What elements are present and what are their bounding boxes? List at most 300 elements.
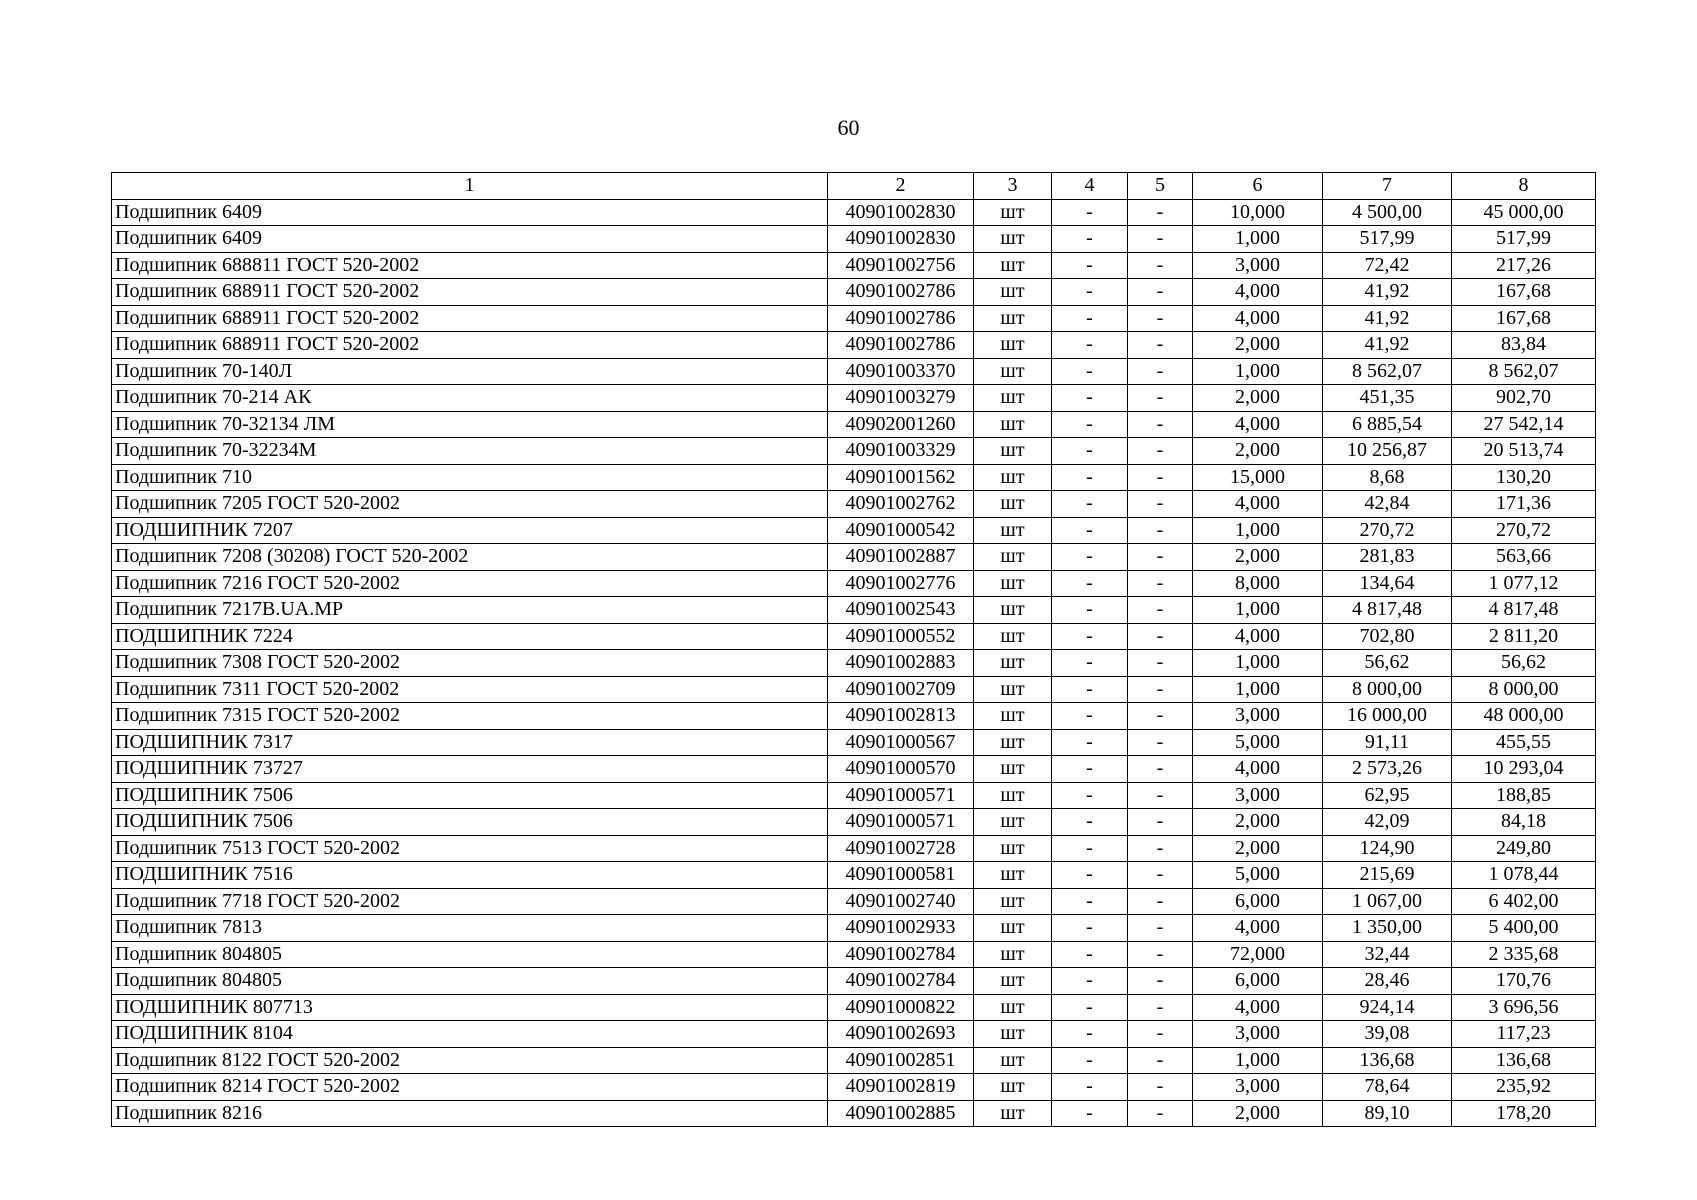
table-row [112, 835, 1596, 862]
table-row [112, 1021, 1596, 1048]
col5-cell: - [1128, 279, 1193, 306]
col4-cell: - [1052, 650, 1128, 677]
quantity-cell: 4,000 [1193, 994, 1323, 1021]
unit-cell: шт [974, 888, 1052, 915]
column-header: 5 [1128, 173, 1193, 200]
data-table [111, 172, 1596, 1127]
table-body [112, 173, 1596, 1127]
table-row [112, 464, 1596, 491]
column-header: 7 [1323, 173, 1452, 200]
price-cell: 89,10 [1323, 1100, 1452, 1127]
amount-cell: 4 817,48 [1452, 597, 1596, 624]
amount-cell: 235,92 [1452, 1074, 1596, 1101]
col5-cell: - [1128, 835, 1193, 862]
table-row [112, 597, 1596, 624]
table-row [112, 332, 1596, 359]
code-cell: 40901000542 [828, 517, 974, 544]
unit-cell: шт [974, 729, 1052, 756]
col4-cell: - [1052, 252, 1128, 279]
unit-cell: шт [974, 358, 1052, 385]
amount-cell: 136,68 [1452, 1047, 1596, 1074]
unit-cell: шт [974, 305, 1052, 332]
amount-cell: 2 335,68 [1452, 941, 1596, 968]
amount-cell: 455,55 [1452, 729, 1596, 756]
quantity-cell: 3,000 [1193, 1021, 1323, 1048]
code-cell: 40901002819 [828, 1074, 974, 1101]
item-name-cell: Подшипник 710 [112, 464, 828, 491]
quantity-cell: 2,000 [1193, 385, 1323, 412]
table-row [112, 279, 1596, 306]
unit-cell: шт [974, 411, 1052, 438]
code-cell: 40901002740 [828, 888, 974, 915]
col5-cell: - [1128, 411, 1193, 438]
col5-cell: - [1128, 332, 1193, 359]
unit-cell: шт [974, 438, 1052, 465]
code-cell: 40901002851 [828, 1047, 974, 1074]
amount-cell: 84,18 [1452, 809, 1596, 836]
table-row [112, 544, 1596, 571]
item-name-cell: Подшипник 7813 [112, 915, 828, 942]
price-cell: 39,08 [1323, 1021, 1452, 1048]
amount-cell: 48 000,00 [1452, 703, 1596, 730]
quantity-cell: 5,000 [1193, 862, 1323, 889]
page-number: 60 [837, 115, 860, 140]
code-cell: 40901002887 [828, 544, 974, 571]
quantity-cell: 1,000 [1193, 358, 1323, 385]
item-name-cell: ПОДШИПНИК 8104 [112, 1021, 828, 1048]
quantity-cell: 2,000 [1193, 544, 1323, 571]
col4-cell: - [1052, 305, 1128, 332]
amount-cell: 6 402,00 [1452, 888, 1596, 915]
item-name-cell: Подшипник 70-32134 ЛМ [112, 411, 828, 438]
unit-cell: шт [974, 464, 1052, 491]
column-header: 4 [1052, 173, 1128, 200]
unit-cell: шт [974, 941, 1052, 968]
price-cell: 6 885,54 [1323, 411, 1452, 438]
unit-cell: шт [974, 1074, 1052, 1101]
item-name-cell: Подшипник 7205 ГОСТ 520-2002 [112, 491, 828, 518]
unit-cell: шт [974, 782, 1052, 809]
code-cell: 40901000581 [828, 862, 974, 889]
col4-cell: - [1052, 1100, 1128, 1127]
table-row [112, 305, 1596, 332]
col5-cell: - [1128, 968, 1193, 995]
col4-cell: - [1052, 597, 1128, 624]
table-row [112, 915, 1596, 942]
unit-cell: шт [974, 835, 1052, 862]
code-cell: 40901000571 [828, 809, 974, 836]
unit-cell: шт [974, 1047, 1052, 1074]
price-cell: 8,68 [1323, 464, 1452, 491]
item-name-cell: Подшипник 688811 ГОСТ 520-2002 [112, 252, 828, 279]
code-cell: 40901002756 [828, 252, 974, 279]
table-row [112, 623, 1596, 650]
table-row [112, 411, 1596, 438]
col5-cell: - [1128, 650, 1193, 677]
amount-cell: 167,68 [1452, 305, 1596, 332]
col4-cell: - [1052, 809, 1128, 836]
code-cell: 40901003370 [828, 358, 974, 385]
amount-cell: 8 562,07 [1452, 358, 1596, 385]
code-cell: 40901002830 [828, 199, 974, 226]
table-row [112, 1074, 1596, 1101]
unit-cell: шт [974, 1021, 1052, 1048]
item-name-cell: Подшипник 7216 ГОСТ 520-2002 [112, 570, 828, 597]
table-row [112, 782, 1596, 809]
table-header-row [112, 173, 1596, 200]
col4-cell: - [1052, 703, 1128, 730]
amount-cell: 249,80 [1452, 835, 1596, 862]
item-name-cell: Подшипник 7208 (30208) ГОСТ 520-2002 [112, 544, 828, 571]
col4-cell: - [1052, 544, 1128, 571]
price-cell: 42,84 [1323, 491, 1452, 518]
price-cell: 4 817,48 [1323, 597, 1452, 624]
col4-cell: - [1052, 782, 1128, 809]
col4-cell: - [1052, 968, 1128, 995]
price-cell: 451,35 [1323, 385, 1452, 412]
unit-cell: шт [974, 385, 1052, 412]
item-name-cell: Подшипник 688911 ГОСТ 520-2002 [112, 332, 828, 359]
amount-cell: 563,66 [1452, 544, 1596, 571]
col5-cell: - [1128, 385, 1193, 412]
price-cell: 32,44 [1323, 941, 1452, 968]
table-row [112, 888, 1596, 915]
item-name-cell: ПОДШИПНИК 7506 [112, 782, 828, 809]
table-row [112, 517, 1596, 544]
item-name-cell: Подшипник 804805 [112, 941, 828, 968]
amount-cell: 170,76 [1452, 968, 1596, 995]
item-name-cell: Подшипник 7718 ГОСТ 520-2002 [112, 888, 828, 915]
amount-cell: 2 811,20 [1452, 623, 1596, 650]
table-row [112, 809, 1596, 836]
unit-cell: шт [974, 199, 1052, 226]
quantity-cell: 1,000 [1193, 1047, 1323, 1074]
col5-cell: - [1128, 199, 1193, 226]
table-row [112, 968, 1596, 995]
col5-cell: - [1128, 888, 1193, 915]
col5-cell: - [1128, 809, 1193, 836]
col4-cell: - [1052, 491, 1128, 518]
quantity-cell: 1,000 [1193, 517, 1323, 544]
item-name-cell: Подшипник 6409 [112, 199, 828, 226]
table-row [112, 491, 1596, 518]
code-cell: 40901002784 [828, 941, 974, 968]
price-cell: 4 500,00 [1323, 199, 1452, 226]
code-cell: 40901003329 [828, 438, 974, 465]
amount-cell: 3 696,56 [1452, 994, 1596, 1021]
col5-cell: - [1128, 729, 1193, 756]
column-header: 8 [1452, 173, 1596, 200]
quantity-cell: 6,000 [1193, 968, 1323, 995]
quantity-cell: 1,000 [1193, 226, 1323, 253]
col4-cell: - [1052, 994, 1128, 1021]
amount-cell: 8 000,00 [1452, 676, 1596, 703]
unit-cell: шт [974, 570, 1052, 597]
item-name-cell: Подшипник 688911 ГОСТ 520-2002 [112, 305, 828, 332]
quantity-cell: 4,000 [1193, 623, 1323, 650]
table-row [112, 358, 1596, 385]
quantity-cell: 3,000 [1193, 782, 1323, 809]
amount-cell: 27 542,14 [1452, 411, 1596, 438]
code-cell: 40901002786 [828, 279, 974, 306]
quantity-cell: 1,000 [1193, 597, 1323, 624]
table-row [112, 676, 1596, 703]
col4-cell: - [1052, 279, 1128, 306]
quantity-cell: 4,000 [1193, 411, 1323, 438]
item-name-cell: Подшипник 6409 [112, 226, 828, 253]
unit-cell: шт [974, 703, 1052, 730]
code-cell: 40901000570 [828, 756, 974, 783]
col5-cell: - [1128, 1074, 1193, 1101]
col4-cell: - [1052, 385, 1128, 412]
price-cell: 924,14 [1323, 994, 1452, 1021]
col4-cell: - [1052, 517, 1128, 544]
price-cell: 42,09 [1323, 809, 1452, 836]
col4-cell: - [1052, 623, 1128, 650]
col5-cell: - [1128, 862, 1193, 889]
col4-cell: - [1052, 756, 1128, 783]
quantity-cell: 2,000 [1193, 332, 1323, 359]
unit-cell: шт [974, 623, 1052, 650]
price-cell: 8 562,07 [1323, 358, 1452, 385]
amount-cell: 20 513,74 [1452, 438, 1596, 465]
item-name-cell: ПОДШИПНИК 73727 [112, 756, 828, 783]
item-name-cell: Подшипник 7311 ГОСТ 520-2002 [112, 676, 828, 703]
quantity-cell: 4,000 [1193, 756, 1323, 783]
code-cell: 40901002786 [828, 305, 974, 332]
unit-cell: шт [974, 650, 1052, 677]
unit-cell: шт [974, 332, 1052, 359]
code-cell: 40901002728 [828, 835, 974, 862]
price-cell: 8 000,00 [1323, 676, 1452, 703]
unit-cell: шт [974, 544, 1052, 571]
unit-cell: шт [974, 517, 1052, 544]
col5-cell: - [1128, 1047, 1193, 1074]
quantity-cell: 15,000 [1193, 464, 1323, 491]
price-cell: 78,64 [1323, 1074, 1452, 1101]
amount-cell: 217,26 [1452, 252, 1596, 279]
quantity-cell: 4,000 [1193, 305, 1323, 332]
col5-cell: - [1128, 491, 1193, 518]
col4-cell: - [1052, 199, 1128, 226]
item-name-cell: Подшипник 7308 ГОСТ 520-2002 [112, 650, 828, 677]
price-cell: 702,80 [1323, 623, 1452, 650]
col4-cell: - [1052, 438, 1128, 465]
amount-cell: 83,84 [1452, 332, 1596, 359]
col5-cell: - [1128, 597, 1193, 624]
item-name-cell: Подшипник 7315 ГОСТ 520-2002 [112, 703, 828, 730]
price-cell: 72,42 [1323, 252, 1452, 279]
col4-cell: - [1052, 729, 1128, 756]
amount-cell: 10 293,04 [1452, 756, 1596, 783]
table-row [112, 703, 1596, 730]
col5-cell: - [1128, 915, 1193, 942]
item-name-cell: Подшипник 70-32234М [112, 438, 828, 465]
col4-cell: - [1052, 835, 1128, 862]
price-cell: 41,92 [1323, 332, 1452, 359]
unit-cell: шт [974, 1100, 1052, 1127]
code-cell: 40901002776 [828, 570, 974, 597]
col4-cell: - [1052, 226, 1128, 253]
table-row [112, 199, 1596, 226]
table-row [112, 650, 1596, 677]
amount-cell: 5 400,00 [1452, 915, 1596, 942]
amount-cell: 178,20 [1452, 1100, 1596, 1127]
item-name-cell: Подшипник 8122 ГОСТ 520-2002 [112, 1047, 828, 1074]
price-cell: 1 067,00 [1323, 888, 1452, 915]
unit-cell: шт [974, 676, 1052, 703]
unit-cell: шт [974, 968, 1052, 995]
col5-cell: - [1128, 517, 1193, 544]
col5-cell: - [1128, 676, 1193, 703]
col4-cell: - [1052, 676, 1128, 703]
price-cell: 28,46 [1323, 968, 1452, 995]
col5-cell: - [1128, 703, 1193, 730]
col5-cell: - [1128, 756, 1193, 783]
col4-cell: - [1052, 888, 1128, 915]
quantity-cell: 5,000 [1193, 729, 1323, 756]
amount-cell: 167,68 [1452, 279, 1596, 306]
col4-cell: - [1052, 332, 1128, 359]
item-name-cell: ПОДШИПНИК 7224 [112, 623, 828, 650]
amount-cell: 56,62 [1452, 650, 1596, 677]
amount-cell: 117,23 [1452, 1021, 1596, 1048]
unit-cell: шт [974, 491, 1052, 518]
col4-cell: - [1052, 915, 1128, 942]
code-cell: 40901002709 [828, 676, 974, 703]
column-header: 2 [828, 173, 974, 200]
col5-cell: - [1128, 438, 1193, 465]
price-cell: 134,64 [1323, 570, 1452, 597]
code-cell: 40901003279 [828, 385, 974, 412]
price-cell: 41,92 [1323, 305, 1452, 332]
quantity-cell: 4,000 [1193, 279, 1323, 306]
col5-cell: - [1128, 570, 1193, 597]
table-row [112, 438, 1596, 465]
table-row [112, 252, 1596, 279]
col4-cell: - [1052, 358, 1128, 385]
amount-cell: 130,20 [1452, 464, 1596, 491]
code-cell: 40901002933 [828, 915, 974, 942]
table-row [112, 1100, 1596, 1127]
price-cell: 2 573,26 [1323, 756, 1452, 783]
quantity-cell: 1,000 [1193, 676, 1323, 703]
code-cell: 40901002762 [828, 491, 974, 518]
col4-cell: - [1052, 1074, 1128, 1101]
quantity-cell: 3,000 [1193, 252, 1323, 279]
item-name-cell: Подшипник 7217B.UA.MP [112, 597, 828, 624]
col5-cell: - [1128, 252, 1193, 279]
code-cell: 40902001260 [828, 411, 974, 438]
price-cell: 517,99 [1323, 226, 1452, 253]
code-cell: 40901002786 [828, 332, 974, 359]
amount-cell: 1 077,12 [1452, 570, 1596, 597]
table-row [112, 941, 1596, 968]
col4-cell: - [1052, 464, 1128, 491]
item-name-cell: ПОДШИПНИК 7207 [112, 517, 828, 544]
col4-cell: - [1052, 1021, 1128, 1048]
amount-cell: 270,72 [1452, 517, 1596, 544]
code-cell: 40901000822 [828, 994, 974, 1021]
col5-cell: - [1128, 226, 1193, 253]
col5-cell: - [1128, 305, 1193, 332]
unit-cell: шт [974, 597, 1052, 624]
price-cell: 62,95 [1323, 782, 1452, 809]
table-row [112, 570, 1596, 597]
amount-cell: 517,99 [1452, 226, 1596, 253]
price-cell: 91,11 [1323, 729, 1452, 756]
price-cell: 270,72 [1323, 517, 1452, 544]
price-cell: 1 350,00 [1323, 915, 1452, 942]
unit-cell: шт [974, 226, 1052, 253]
amount-cell: 902,70 [1452, 385, 1596, 412]
price-cell: 124,90 [1323, 835, 1452, 862]
item-name-cell: ПОДШИПНИК 7516 [112, 862, 828, 889]
col5-cell: - [1128, 623, 1193, 650]
code-cell: 40901002883 [828, 650, 974, 677]
item-name-cell: Подшипник 8216 [112, 1100, 828, 1127]
col4-cell: - [1052, 941, 1128, 968]
code-cell: 40901000571 [828, 782, 974, 809]
code-cell: 40901002784 [828, 968, 974, 995]
column-header: 6 [1193, 173, 1323, 200]
item-name-cell: Подшипник 804805 [112, 968, 828, 995]
amount-cell: 1 078,44 [1452, 862, 1596, 889]
quantity-cell: 72,000 [1193, 941, 1323, 968]
item-name-cell: Подшипник 70-140Л [112, 358, 828, 385]
table-row [112, 756, 1596, 783]
unit-cell: шт [974, 756, 1052, 783]
item-name-cell: ПОДШИПНИК 7317 [112, 729, 828, 756]
col5-cell: - [1128, 782, 1193, 809]
price-cell: 41,92 [1323, 279, 1452, 306]
price-cell: 10 256,87 [1323, 438, 1452, 465]
table-row [112, 1047, 1596, 1074]
col5-cell: - [1128, 1021, 1193, 1048]
table-row [112, 226, 1596, 253]
item-name-cell: ПОДШИПНИК 7506 [112, 809, 828, 836]
table-row [112, 385, 1596, 412]
quantity-cell: 10,000 [1193, 199, 1323, 226]
price-cell: 215,69 [1323, 862, 1452, 889]
unit-cell: шт [974, 994, 1052, 1021]
price-cell: 16 000,00 [1323, 703, 1452, 730]
quantity-cell: 6,000 [1193, 888, 1323, 915]
col4-cell: - [1052, 411, 1128, 438]
quantity-cell: 4,000 [1193, 491, 1323, 518]
amount-cell: 188,85 [1452, 782, 1596, 809]
unit-cell: шт [974, 252, 1052, 279]
amount-cell: 45 000,00 [1452, 199, 1596, 226]
item-name-cell: Подшипник 7513 ГОСТ 520-2002 [112, 835, 828, 862]
amount-cell: 171,36 [1452, 491, 1596, 518]
item-name-cell: Подшипник 688911 ГОСТ 520-2002 [112, 279, 828, 306]
unit-cell: шт [974, 279, 1052, 306]
col5-cell: - [1128, 464, 1193, 491]
code-cell: 40901002885 [828, 1100, 974, 1127]
unit-cell: шт [974, 915, 1052, 942]
column-header: 3 [974, 173, 1052, 200]
table-row [112, 862, 1596, 889]
quantity-cell: 4,000 [1193, 915, 1323, 942]
code-cell: 40901002693 [828, 1021, 974, 1048]
quantity-cell: 2,000 [1193, 809, 1323, 836]
item-name-cell: Подшипник 70-214 АК [112, 385, 828, 412]
col4-cell: - [1052, 1047, 1128, 1074]
quantity-cell: 1,000 [1193, 650, 1323, 677]
col4-cell: - [1052, 570, 1128, 597]
code-cell: 40901002830 [828, 226, 974, 253]
